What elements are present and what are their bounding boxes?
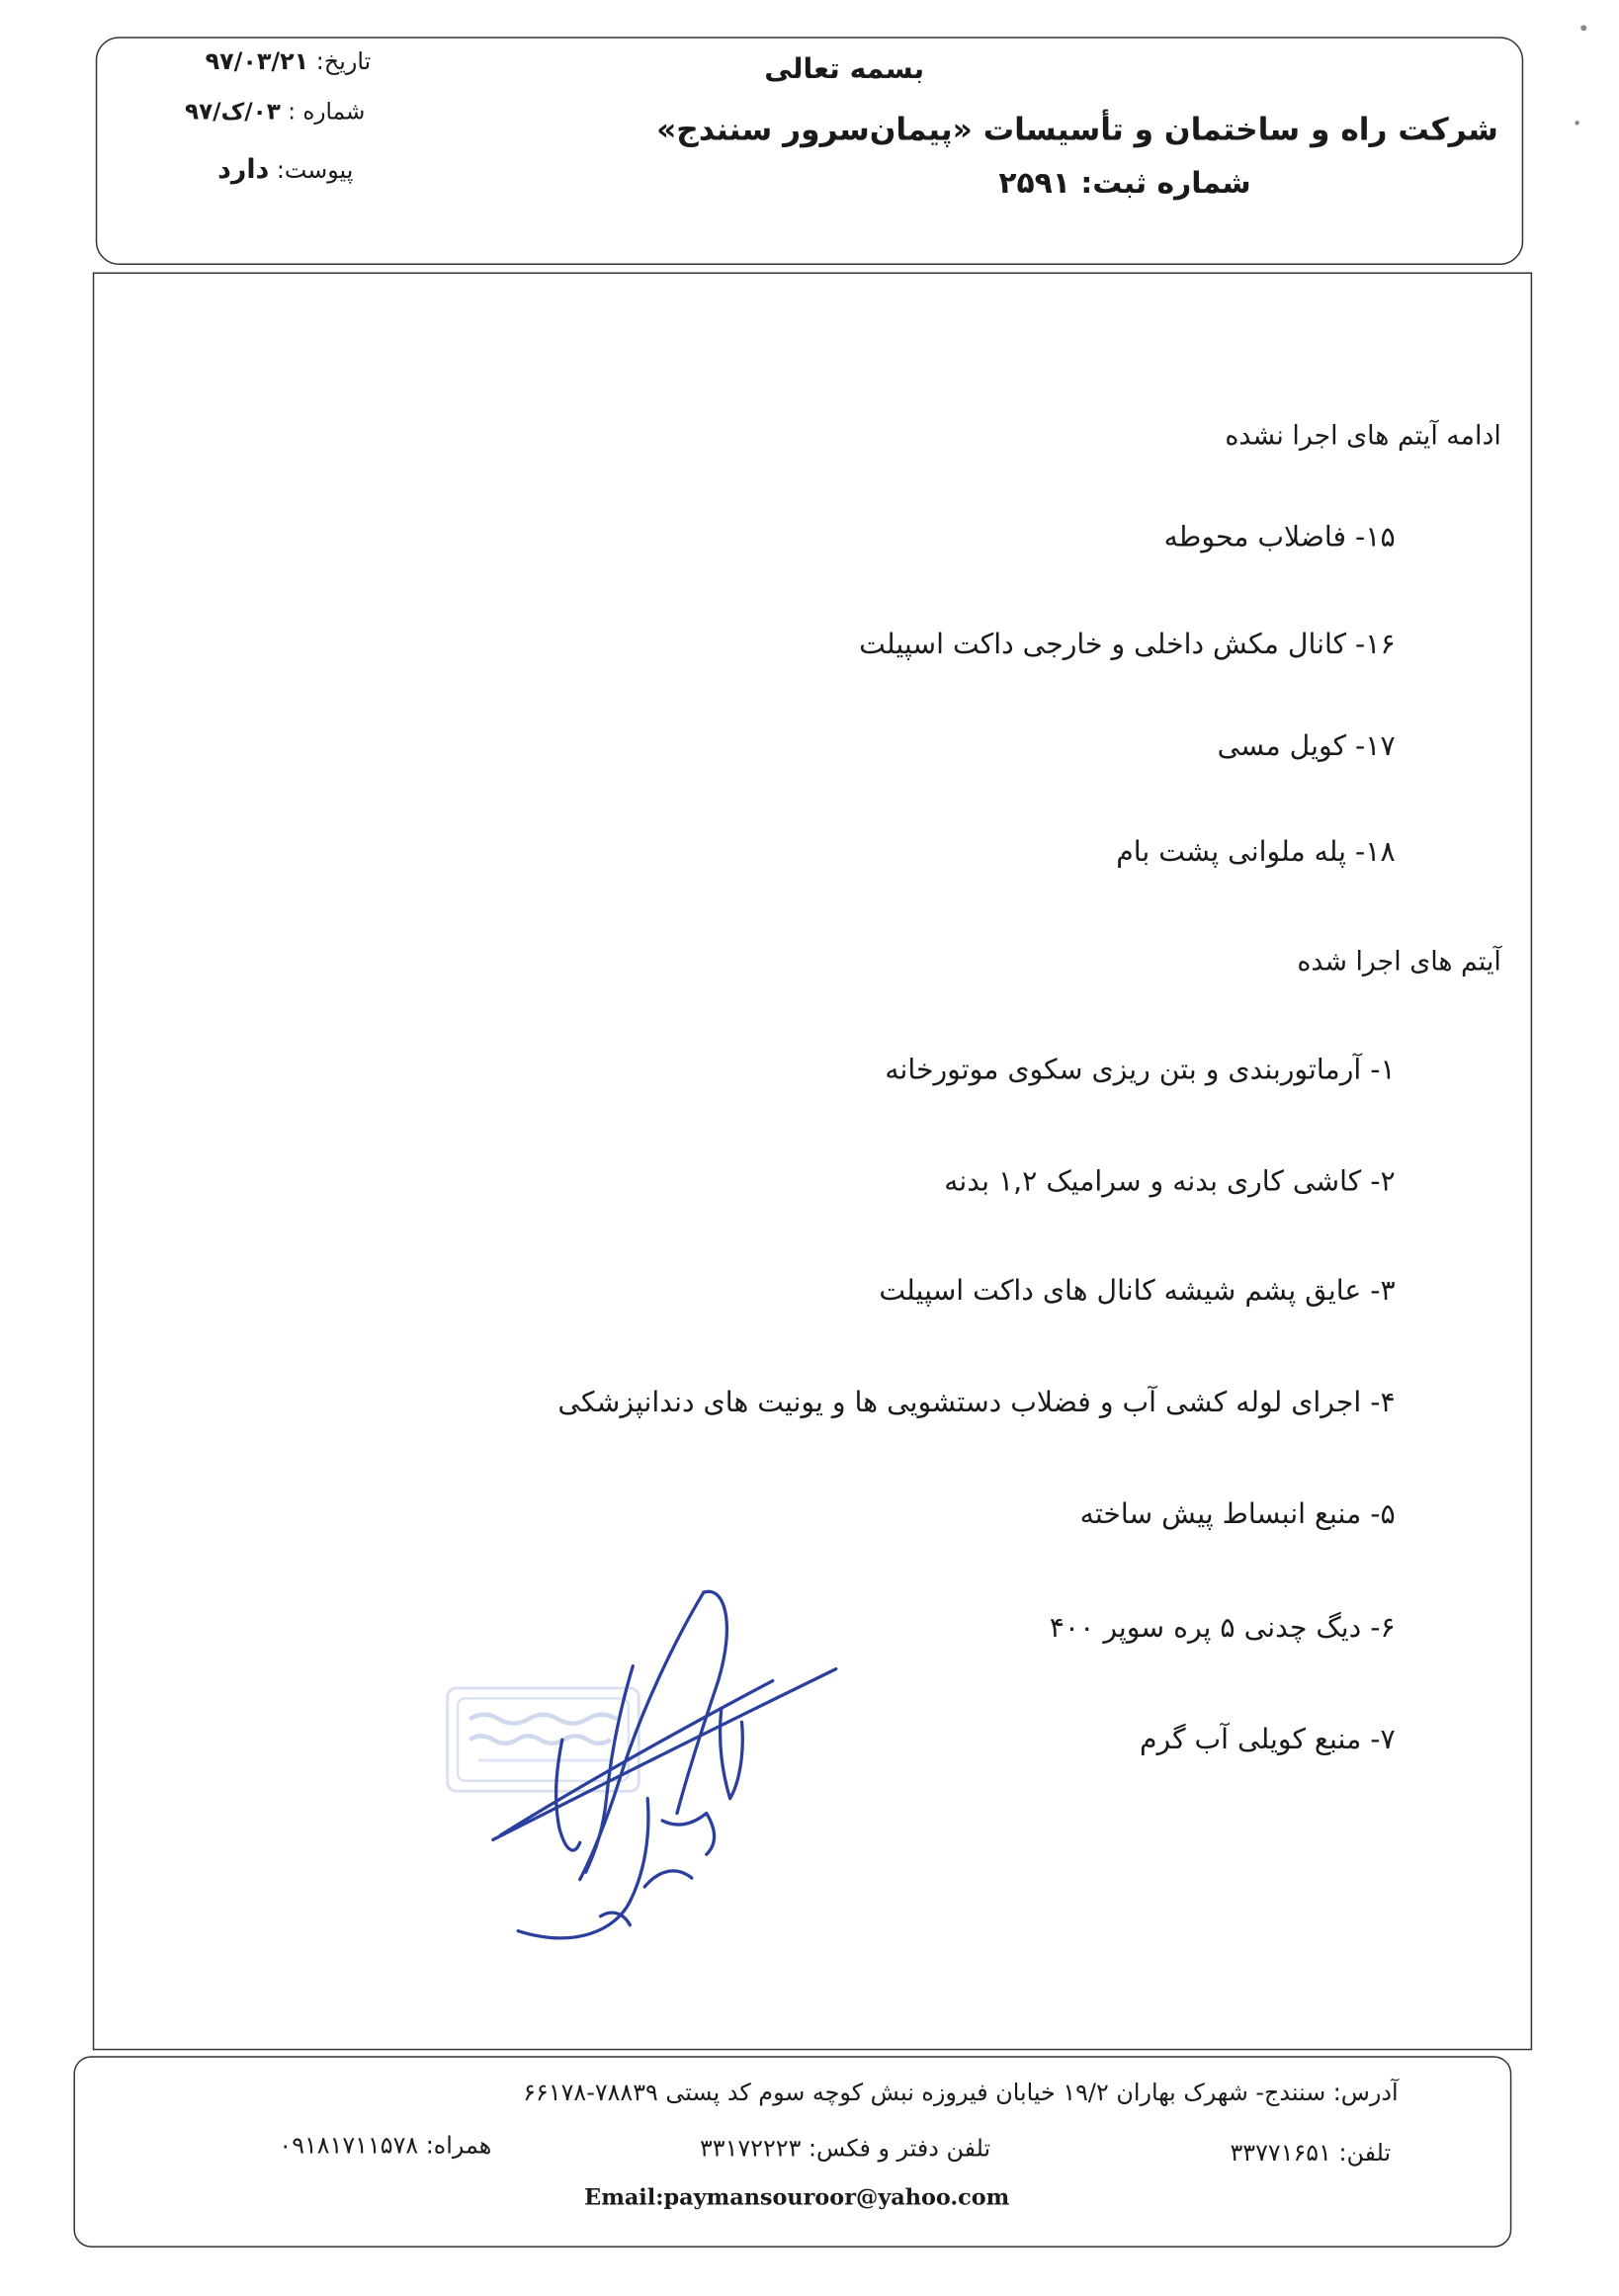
date-row <box>206 47 372 75</box>
list-item: ۱- آرماتوربندی و بتن ریزی سکوی موتورخانه <box>885 1054 1396 1086</box>
list-item: ۵- منبع انبساط پیش ساخته <box>1079 1497 1396 1531</box>
footer-email: Email:paymansouroor@yahoo.com <box>584 2183 1010 2211</box>
date-value: ۹۷/۰۳/۲۱ <box>205 46 309 75</box>
attachment-row <box>217 154 353 185</box>
attachment-label: پیوست: <box>276 155 354 185</box>
section-heading-unfinished: ادامه آیتم های اجرا نشده <box>1225 420 1501 453</box>
footer-phone: تلفن: ۳۳۷۷۱۶۵۱ <box>1230 2138 1392 2167</box>
footer-office-fax: تلفن دفتر و فکس: ۳۳۱۷۲۲۲۳ <box>699 2134 991 2163</box>
letter-number-value: ۰۳/ک/۹۷ <box>184 98 281 126</box>
list-item: ۱۵- فاضلاب محوطه <box>1163 521 1396 553</box>
letter-number-label: شماره : <box>288 98 366 126</box>
scan-speck <box>1580 25 1586 31</box>
letter-number-row <box>185 99 365 126</box>
signature-mark <box>471 1577 854 1975</box>
list-item: ۴- اجرای لوله کشی آب و فضلاب دستشویی ها و یونیت های دندانپزشکی <box>557 1386 1396 1419</box>
bismillah-text: بسمه تعالی <box>764 52 925 86</box>
date-label: تاریخ: <box>315 46 372 75</box>
list-item: ۲- کاشی کاری بدنه و سرامیک ۱,۲ بدنه <box>944 1165 1396 1199</box>
list-item: ۱۷- کویل مسی <box>1217 729 1396 763</box>
section-heading-finished: آیتم های اجرا شده <box>1297 946 1501 978</box>
company-name: شرکت راه و ساختمان و تأسیسات «پیمان‌سرور سنندج» <box>656 112 1498 147</box>
list-item: ۱۶- کانال مکش داخلی و خارجی داکت اسپیلت <box>859 628 1396 661</box>
footer-mobile: همراه: ۰۹۱۸۱۷۱۱۵۷۸ <box>279 2131 492 2160</box>
scan-speck <box>1575 121 1578 125</box>
list-item: ۱۸- پله ملوانی پشت بام <box>1116 835 1396 869</box>
footer-address: آدرس: سنندج- شهرک بهاران ۱۹/۲ خیابان فیروزه نبش کوچه سوم کد پستی ۷۸۸۳۹-۶۶۱۷۸ <box>523 2078 1399 2106</box>
attachment-value: دارد <box>217 154 270 186</box>
list-item: ۶- دیگ چدنی ۵ پره سوپر ۴۰۰ <box>1049 1611 1396 1645</box>
list-item: ۳- عایق پشم شیشه کانال های داکت اسپیلت <box>879 1274 1396 1308</box>
list-item: ۷- منبع کویلی آب گرم <box>1139 1723 1396 1756</box>
registration-number: شماره ثبت: ۲۵۹۱ <box>998 164 1251 201</box>
